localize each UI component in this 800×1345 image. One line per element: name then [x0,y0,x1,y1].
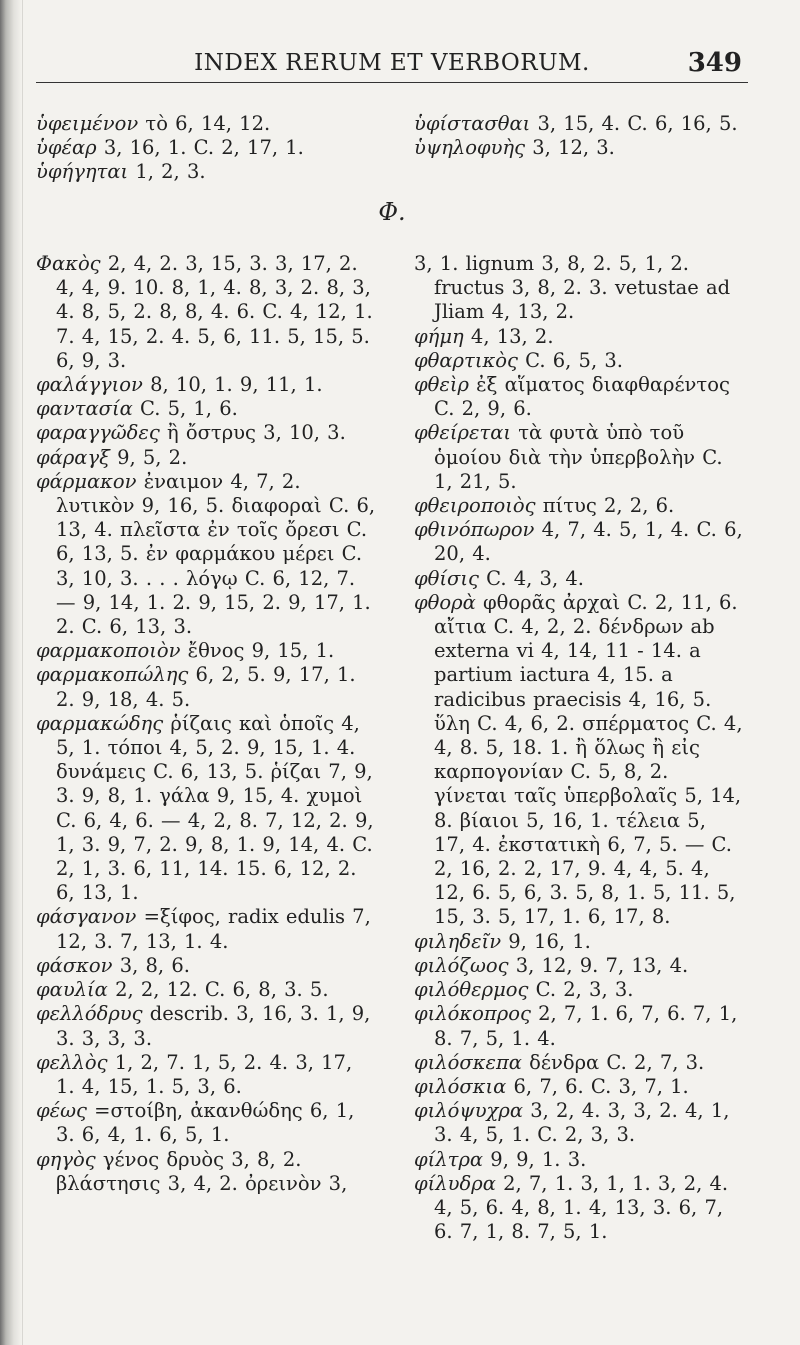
entry-references: describ. 3, 16, 3. 1, 9, 3. 3, 3, 3. [56,1002,371,1050]
gutter-rule [22,0,23,1345]
index-entry [414,954,744,978]
entry-lemma: φαυλία [36,978,108,1002]
entry-references: ἐναιμον 4, 7, 2. λυτικὸν 9, 16, 5. διαφοραὶ C. 6, 13, 4. πλεῖστα ἐν τοῖς ὄρεσι C. 6, 13, 5. ἐν φαρμάκου μέρει C. 3, 10, 3. . . . λόγῳ C. 6, 12, 7. — 9, 14, 1. 2. 9, 15, 2. 9, 17, 1. 2. C. 6, 13, 3. [56,469,376,639]
index-entry [414,930,744,954]
index-entry [414,1051,744,1075]
entry-lemma: φθορὰ [414,590,476,614]
entry-lemma: Φακὸς [36,252,101,275]
entry-lemma: ὑψηλοφυὴς [414,136,526,160]
index-entry [36,373,376,397]
index-entry [36,954,376,978]
entry-references: 3, 12, 9. 7, 13, 4. [515,953,689,977]
entry-lemma: φθίσις [414,566,479,590]
entry-lemma: φαντασία [36,397,133,421]
entry-lemma: φαρμακοποιὸν [36,639,181,663]
entry-lemma: φαρμακοπώλης [36,663,189,687]
entry-references: πίτυς 2, 2, 6. [542,494,675,518]
entry-lemma: φθείρεται [414,421,512,445]
index-entry [414,1099,744,1147]
entry-references: 2, 7, 1. 6, 7, 6. 7, 1, 8. 7, 5, 1. 4. [434,1002,738,1050]
index-entry [36,712,376,906]
entry-references: 3, 15, 4. C. 6, 16, 5. [537,112,738,135]
index-entry [414,591,744,930]
index-entry [36,136,376,160]
index-entry [414,112,744,136]
index-entry [414,1002,744,1050]
entry-references: 4, 13, 2. [470,324,554,348]
entry-lemma: ὑφίστασθαι [414,112,531,135]
right-column [414,252,744,1244]
entry-lemma: φελλὸς [36,1050,108,1074]
index-entry [414,325,744,349]
entry-references: 8, 10, 1. 9, 11, 1. [150,373,323,397]
index-entry [36,421,376,445]
index-entry [414,373,744,421]
entry-lemma: φιλόθερμος [414,978,529,1002]
entry-references: γένος δρυὸς 3, 8, 2. βλάστησις 3, 4, 2. ὀρεινὸν 3, [56,1147,348,1195]
entry-references: 9, 9, 1. 3. [490,1147,587,1171]
index-entry [414,518,744,566]
entry-lemma: φθαρτικὸς [414,348,518,372]
entry-lemma: φιλόψυχρα [414,1099,523,1123]
entry-lemma: φιλόσκεπα [414,1050,522,1074]
book-spine-shadow [0,0,22,1345]
index-entry [414,1172,744,1245]
entry-lemma: φάσκον [36,953,113,977]
entry-lemma: φηγὸς [36,1147,96,1171]
entry-lemma: φάραγξ [36,445,110,469]
entry-references: C. 2, 3, 3. [535,978,634,1002]
section-letter-heading: Φ. [378,198,406,226]
index-entry [36,663,376,711]
entry-lemma: φίλτρα [414,1147,484,1171]
entry-lemma: ὑφήγηται [36,160,129,184]
entry-lemma: φιληδεῖν [414,929,502,953]
index-entry-continuation [414,252,744,325]
page-number: 349 [687,48,742,78]
entry-references: =ξίφος, radix edulis 7, 12, 3. 7, 13, 1. 4. [56,905,371,953]
entry-references: δένδρα C. 2, 7, 3. [529,1050,705,1074]
entry-references: C. 6, 5, 3. [525,348,623,372]
entry-references: 2, 7, 1. 3, 1, 1. 3, 2, 4. 4, 5, 6. 4, 8, 1. 4, 13, 3. 6, 7, 6. 7, 1, 8. 7, 5, 1. [434,1171,729,1244]
index-entry [36,252,376,373]
index-entry [36,1099,376,1147]
running-title: INDEX RERUM ET VERBORUM. [194,50,590,76]
index-entry [36,112,376,136]
entry-references: C. 4, 3, 4. [486,566,584,590]
top-right-entries [414,112,744,160]
entry-lemma: φαρμακώδης [36,711,164,735]
entry-lemma: φθειροποιὸς [414,494,536,518]
entry-lemma: φιλόκοπρος [414,1002,531,1026]
entry-references: 3, 12, 3. [532,136,615,160]
index-page [36,0,748,1345]
entry-lemma: φθεὶρ [414,373,469,397]
entry-references: φθορᾶς ἀρχαὶ C. 2, 11, 6. αἴτια C. 4, 2, 2. δένδρων ab externa vi 4, 14, 11 - 14. a partium iactura 4, 15. a radicibus praecisis 4, 16, 5. ὕλη C. 4, 6, 2. σπέρματος C. 4, 4, 8. 5, 18. 1. ἢ ὅλως ἢ εἰς καρπογονίαν C. 5, 8, 2. γίνεται ταῖς ὑπερβολαῖς 5, 14, 8. βίαιοι 5, 16, 1. τέλεια 5, 17, 4. ἐκστατικὴ 6, 7, 5. — C. 2, 16, 2. 2, 17, 9. 4, 4, 5. 4, 12, 6. 5, 6, 3. 5, 8, 1. 5, 11. 5, 15, 3. 5, 17, 1. 6, 17, 8. [434,590,743,929]
entry-references: 3, 1. lignum 3, 8, 2. 5, 1, 2. fructus 3, 8, 2. 3. vetustae ad Jliam 4, 13, 2. [414,252,731,324]
index-entry [414,978,744,1002]
index-entry [414,494,744,518]
index-entry [36,1002,376,1050]
entry-references: 4, 7, 4. 5, 1, 4. C. 6, 20, 4. [434,518,743,566]
entry-lemma: ὑφειμένον [36,112,139,135]
entry-references: ἐξ αἵματος διαφθαρέντος C. 2, 9, 6. [434,373,730,421]
entry-lemma: φαραγγῶδες [36,421,160,445]
entry-references: ἔθνος 9, 15, 1. [187,639,335,663]
index-entry [36,397,376,421]
index-entry [414,567,744,591]
index-entry [36,470,376,639]
index-entry [36,1148,376,1196]
index-entry [36,160,376,184]
entry-references: 3, 8, 6. [119,953,190,977]
entry-references: τὸ 6, 14, 12. [145,112,271,135]
index-entry [36,978,376,1002]
entry-references: 3, 16, 1. C. 2, 17, 1. [103,136,304,160]
index-entry [36,446,376,470]
entry-references: 2, 4, 2. 3, 15, 3. 3, 17, 2. 4, 4, 9. 10. 8, 1, 4. 8, 3, 2. 8, 3, 4. 8, 5, 2. 8, 8, 4. 6. C. 4, 12, 1. 7. 4, 15, 2. 4. 5, 6, 11. 5, 15, 5. 6, 9, 3. [56,252,373,372]
entry-lemma: φθινόπωρον [414,518,535,542]
entry-references: ῥίζαις καὶ ὁποῖς 4, 5, 1. τόποι 4, 5, 2. 9, 15, 1. 4. δυνάμεις C. 6, 13, 5. ῥίζαι 7, 9, 3. 9, 8, 1. γάλα 9, 15, 4. χυμοὶ C. 6, 4, 6. — 4, 2, 8. 7, 12, 2. 9, 1, 3. 9, 7, 2. 9, 8, 1. 9, 14, 4. C. 2, 1, 3. 6, 11, 14. 15. 6, 12, 2. 6, 13, 1. [56,711,374,905]
entry-lemma: φιλόζωος [414,953,509,977]
top-left-entries [36,112,376,185]
index-entry [414,136,744,160]
entry-references: ἢ ὄστρυς 3, 10, 3. [167,421,346,445]
entry-references: τὰ φυτὰ ὑπὸ τοῦ ὁμοίου διὰ τὴν ὑπερβολὴν C. 1, 21, 5. [434,421,723,493]
entry-lemma: φιλόσκια [414,1074,507,1098]
entry-lemma: φέως [36,1099,87,1123]
left-column [36,252,376,1196]
page-header [36,48,748,83]
index-entry [414,349,744,373]
index-entry [36,639,376,663]
entry-references: 9, 16, 1. [508,929,591,953]
index-entry [36,905,376,953]
index-entry [414,1148,744,1172]
entry-lemma: φαλάγγιον [36,373,143,397]
entry-references: 3, 2, 4. 3, 3, 2. 4, 1, 3. 4, 5, 1. C. 2, 3, 3. [434,1099,730,1147]
index-entry [36,1051,376,1099]
entry-references: 6, 2, 5. 9, 17, 1. 2. 9, 18, 4. 5. [56,663,356,711]
entry-references: =στοίβη, ἀκανθώδης 6, 1, 3. 6, 4, 1. 6, 5, 1. [56,1099,355,1147]
entry-lemma: φάσγανον [36,905,137,929]
entry-references: 2, 2, 12. C. 6, 8, 3. 5. [115,978,329,1002]
entry-references: 1, 2, 7. 1, 5, 2. 4. 3, 17, 1. 4, 15, 1. 5, 3, 6. [56,1050,353,1098]
entry-lemma: φάρμακον [36,469,137,493]
index-entry [414,1075,744,1099]
entry-lemma: ὑφέαρ [36,136,97,160]
entry-references: 9, 5, 2. [117,445,188,469]
entry-references: 6, 7, 6. C. 3, 7, 1. [513,1074,689,1098]
entry-references: 1, 2, 3. [135,160,206,184]
entry-lemma: φίλυδρα [414,1171,496,1195]
entry-lemma: φελλόδρυς [36,1002,143,1026]
index-entry [414,421,744,494]
entry-lemma: φήμη [414,324,464,348]
entry-references: C. 5, 1, 6. [139,397,238,421]
